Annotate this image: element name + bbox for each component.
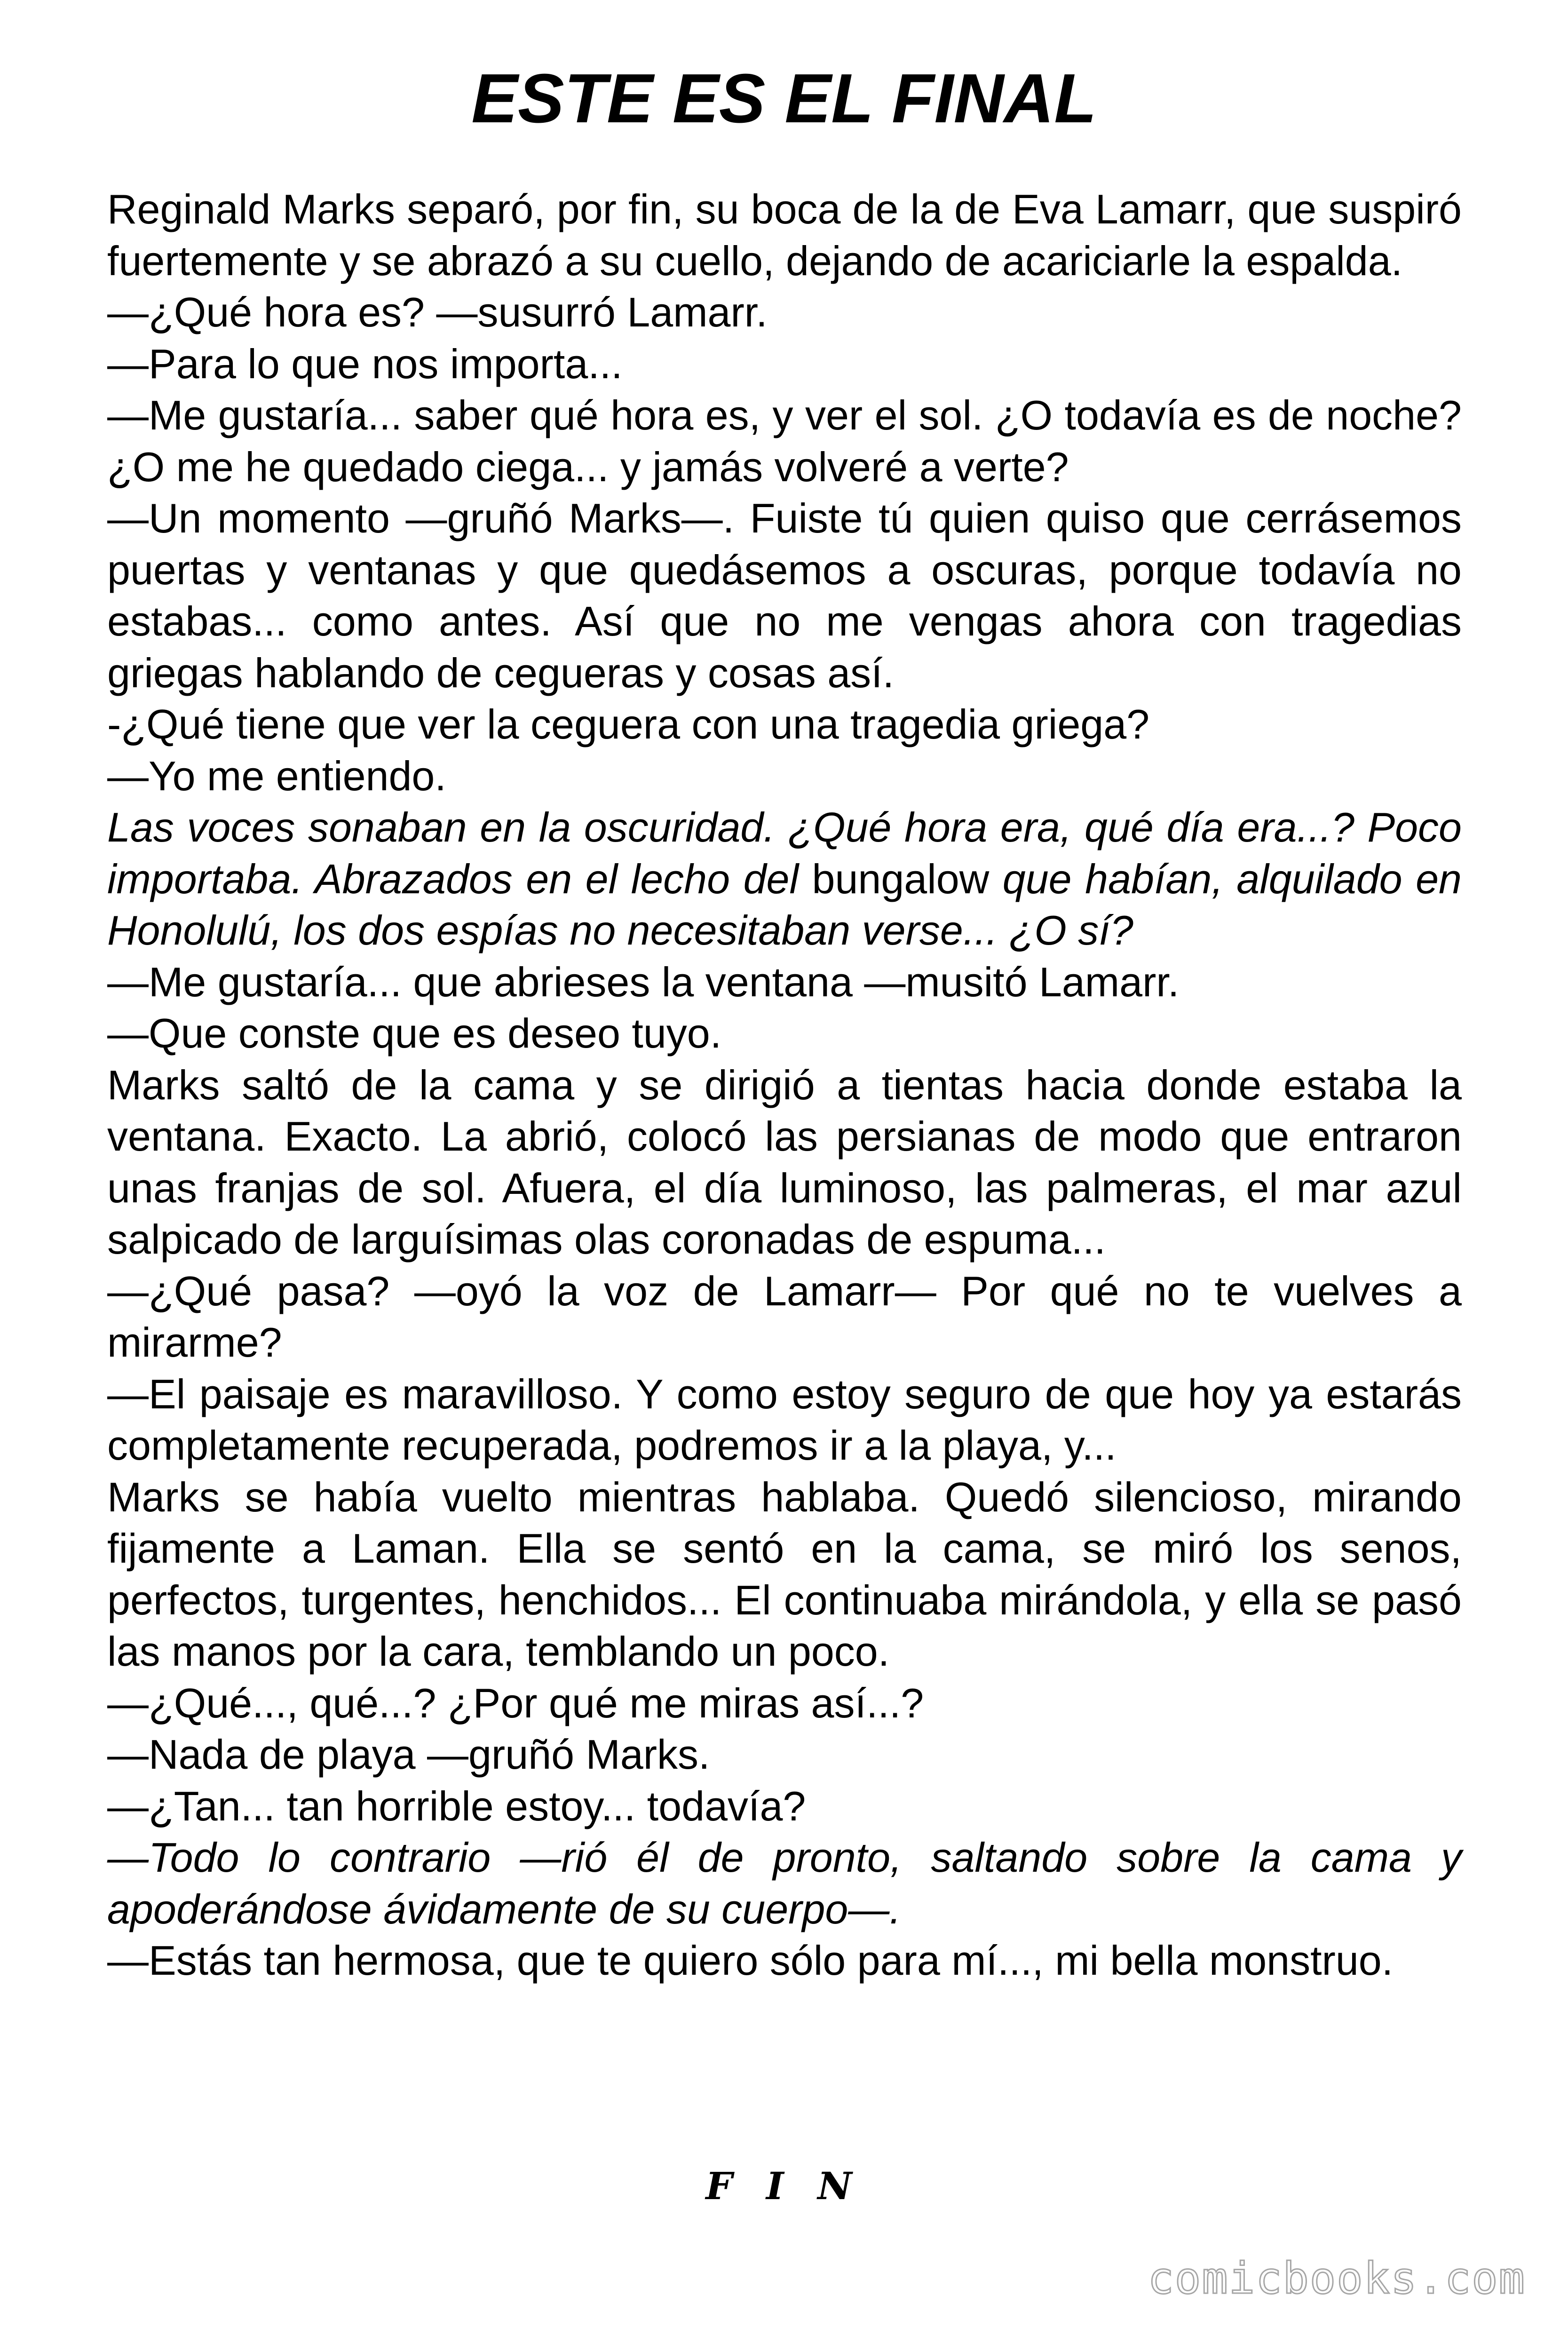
paragraph-7: —Yo me entiendo. [107,752,446,799]
story-text [107,183,1462,1986]
paragraph-3: —Para lo que nos importa... [107,340,623,387]
paragraph-5: —Un momento —gruñó Marks—. Fuiste tú quien quiso que cerrásemos puertas y ventanas y que quedásemos a oscuras, porque todavía no estabas... como antes. Así que no me vengas ahora con tragedias griegas hablando de cegueras y cosas así. [107,495,1462,696]
end-mark: F I N [705,2164,863,2208]
paragraph-11: Marks saltó de la cama y se dirigió a tientas hacia donde estaba la ventana. Exacto. La abrió, colocó las persianas de modo que entraron unas franjas de sol. Afuera, el día luminoso, las palmeras, el mar azul salpicado de larguísimas olas coronadas de espuma... [107,1061,1462,1263]
paragraph-12: —¿Qué pasa? —oyó la voz de Lamarr— Por qué no te vuelves a mirarme? [107,1267,1462,1366]
paragraph-19: —Estás tan hermosa, que te quiero sólo para mí..., mi bella monstruo. [107,1937,1394,1984]
paragraph-16: —Nada de playa —gruñó Marks. [107,1731,710,1778]
roman-word: bungalow [812,855,990,902]
paragraph-4: —Me gustaría... saber qué hora es, y ver el sol. ¿O todavía es de noche? ¿O me he quedado ciega... y jamás volveré a verte? [107,392,1462,490]
paragraph-17: —¿Tan... tan horrible estoy... todavía? [107,1782,806,1829]
paragraph-1: Reginald Marks separó, por fin, su boca de la de Eva Lamarr, que suspiró fuertemente y se abrazó a su cuello, dejando de acariciarle la espalda. [107,186,1462,284]
paragraph-15: —¿Qué..., qué...? ¿Por qué me miras así...? [107,1679,924,1726]
paragraph-6: -¿Qué tiene que ver la ceguera con una tragedia griega? [107,701,1150,747]
paragraph-10: —Que conste que es deseo tuyo. [107,1010,722,1057]
paragraph-14: Marks se había vuelto mientras hablaba. Quedó silencioso, mirando fijamente a Laman. Ella se sentó en la cama, se miró los senos, perfectos, turgentes, henchidos... El continuaba mirándola, y ella se pasó las manos por la cara, temblando un poco. [107,1473,1462,1675]
italic-narration-start: Las voces sonaban en la oscuridad. ¿Qué hora era, qué día era...? Poco importaba. Abrazados en el lecho del [107,804,1462,902]
paragraph-8-italic [107,802,1462,956]
paragraph-2: —¿Qué hora es? —susurró Lamarr. [107,289,768,335]
paragraph-9: —Me gustaría... que abrieses la ventana —musitó Lamarr. [107,958,1180,1005]
paragraph-18-italic: —Todo lo contrario —rió él de pronto, saltando sobre la cama y apoderándose ávidamente de su cuerpo—. [107,1834,1462,1932]
paragraph-13: —El paisaje es maravilloso. Y como estoy seguro de que hoy ya estarás completamente recuperada, podremos ir a la playa, y... [107,1370,1462,1469]
italic-narration-end: que habían, alquilado en Honolulú, los dos espías no necesitaban verse... ¿O sí? [107,855,1462,954]
watermark: comicbooks.com [1148,2253,1526,2304]
chapter-title: ESTE ES EL FINAL [471,60,1097,137]
